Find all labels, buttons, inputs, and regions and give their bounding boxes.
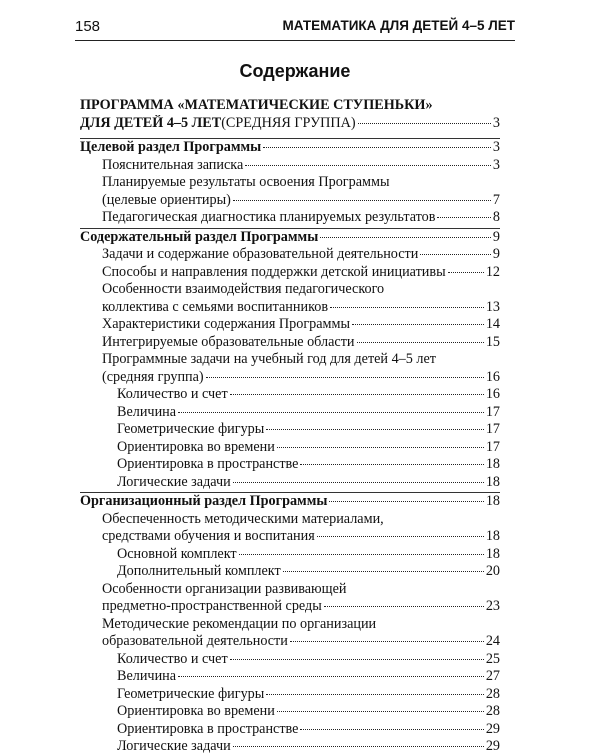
toc-entry-title: Логические задачи: [117, 473, 231, 490]
page-number: 158: [75, 18, 101, 35]
toc-page-number: 18: [485, 545, 500, 562]
toc-entry: [80, 281, 500, 299]
table-of-contents: [80, 97, 500, 756]
dot-leader: [317, 536, 484, 537]
toc-entry-suffix: (СРЕДНЯЯ ГРУППА): [221, 114, 356, 131]
toc-page-number: 3: [492, 139, 500, 155]
toc-entry-title: (целевые ориентиры): [102, 191, 231, 208]
toc-entry: [80, 316, 500, 334]
dot-leader: [263, 147, 491, 148]
toc-page-number: 7: [492, 191, 500, 208]
dot-leader: [300, 729, 483, 730]
toc-entry: [80, 686, 500, 704]
toc-entry: [80, 721, 500, 739]
toc-page-number: 24: [485, 633, 500, 649]
toc-page-number: 13: [485, 298, 500, 315]
toc-entry: [80, 528, 500, 546]
toc-page-number: 16: [485, 386, 500, 402]
toc-entry: [80, 369, 500, 387]
toc-entry-title: Педагогическая диагностика планируемых результатов: [102, 209, 436, 225]
toc-page-number: 28: [485, 685, 500, 702]
running-header: [75, 16, 515, 41]
dot-leader: [230, 394, 484, 395]
toc-program-heading: [80, 97, 500, 115]
toc-entry-title: Геометрические фигуры: [117, 421, 265, 437]
toc-page-number: 15: [485, 333, 500, 350]
dot-leader: [352, 324, 484, 325]
toc-entry: [80, 404, 500, 422]
toc-entry: [80, 456, 500, 474]
toc-entry: [80, 633, 500, 651]
toc-entry-title: ДЛЯ ДЕТЕЙ 4–5 ЛЕТ: [80, 114, 222, 131]
dot-leader: [283, 571, 484, 572]
toc-entry: [80, 386, 500, 404]
dot-leader: [290, 641, 484, 642]
toc-page-number: 23: [485, 598, 500, 614]
dot-leader: [324, 606, 484, 607]
toc-page-number: 17: [485, 421, 500, 437]
toc-page-number: 3: [492, 156, 500, 173]
toc-entry: [80, 174, 500, 192]
toc-entry-title: Особенности организации развивающей: [102, 580, 347, 597]
toc-page-number: 12: [485, 263, 500, 280]
toc-entry: [80, 738, 500, 756]
toc-program-heading: [80, 115, 500, 133]
toc-entry: [80, 421, 500, 439]
toc-entry: [80, 192, 500, 210]
toc-page-number: 14: [485, 316, 500, 332]
toc-entry: [80, 581, 500, 599]
toc-page-number: 3: [492, 114, 500, 131]
toc-entry-title: (средняя группа): [102, 368, 204, 385]
toc-entry-title: образовательной деятельности: [102, 633, 288, 649]
toc-entry-title: Величина: [117, 668, 177, 684]
dot-leader: [239, 554, 484, 555]
toc-entry-title: Ориентировка в пространстве: [117, 456, 299, 472]
dot-leader: [178, 676, 484, 677]
dot-leader: [206, 377, 484, 378]
toc-entry-title: Дополнительный комплект: [117, 563, 281, 579]
toc-entry-title: Интегрируемые образовательные области: [102, 333, 355, 350]
toc-entry: [80, 511, 500, 529]
toc-entry: [80, 264, 500, 282]
toc-entry-title: средствами обучения и воспитания: [102, 528, 315, 544]
toc-entry-title: Ориентировка во времени: [117, 438, 275, 455]
toc-entry-title: Программные задачи на учебный год для детей 4–5 лет: [102, 351, 436, 367]
toc-entry: [80, 598, 500, 616]
toc-entry-title: Целевой раздел Программы: [80, 139, 262, 155]
toc-entry-title: Особенности взаимодействия педагогического: [102, 281, 385, 297]
toc-entry-title: Основной комплект: [117, 545, 237, 562]
toc-entry-title: коллектива с семьями воспитанников: [102, 298, 329, 315]
dot-leader: [277, 711, 484, 712]
toc-page-number: 29: [485, 738, 500, 754]
toc-entry: [80, 439, 500, 457]
dot-leader: [230, 659, 484, 660]
toc-entry-title: Пояснительная записка: [102, 156, 244, 173]
toc-entry-title: Организационный раздел Программы: [80, 493, 328, 509]
toc-entry-title: Обеспеченность методическими материалами,: [102, 510, 384, 527]
toc-page-number: 27: [485, 668, 500, 684]
toc-section-heading: [80, 138, 500, 157]
toc-entry: [80, 563, 500, 581]
dot-leader: [330, 307, 484, 308]
toc-section-heading: [80, 492, 500, 511]
dot-leader: [358, 123, 491, 124]
toc-page-number: 16: [485, 368, 500, 385]
dot-leader: [420, 254, 491, 255]
dot-leader: [448, 272, 484, 273]
toc-entry-title: Логические задачи: [117, 738, 231, 754]
toc-page-number: 20: [485, 563, 500, 579]
toc-entry: [80, 668, 500, 686]
dot-leader: [300, 464, 483, 465]
dot-leader: [357, 342, 484, 343]
toc-page-number: 9: [492, 228, 500, 245]
toc-entry-title: Величина: [117, 403, 177, 420]
toc-entry: [80, 616, 500, 634]
toc-entry-title: Задачи и содержание образовательной деятельности: [102, 246, 419, 262]
toc-page-number: 18: [485, 493, 500, 509]
toc-entry-title: Способы и направления поддержки детской инициативы: [102, 263, 446, 280]
toc-entry: [80, 299, 500, 317]
toc-entry-title: Характеристики содержания Программы: [102, 316, 351, 332]
dot-leader: [233, 200, 491, 201]
dot-leader: [266, 694, 484, 695]
toc-page-number: 17: [485, 403, 500, 420]
toc-entry-title: Геометрические фигуры: [117, 685, 265, 702]
toc-entry-title: Ориентировка во времени: [117, 703, 275, 719]
dot-leader: [277, 447, 484, 448]
toc-entry: [80, 157, 500, 175]
dot-leader: [233, 746, 484, 747]
dot-leader: [233, 482, 484, 483]
toc-entry: [80, 546, 500, 564]
toc-page-number: 29: [485, 720, 500, 737]
toc-entry-title: ПРОГРАММА «МАТЕМАТИЧЕСКИЕ СТУПЕНЬКИ»: [80, 97, 433, 113]
page-title: Содержание: [239, 61, 351, 81]
toc-page-number: 18: [485, 456, 500, 472]
toc-entry: [80, 209, 500, 227]
toc-entry-title: Количество и счет: [117, 650, 228, 667]
toc-page-number: 28: [485, 703, 500, 719]
toc-entry: [80, 651, 500, 669]
toc-entry: [80, 334, 500, 352]
toc-entry-title: Количество и счет: [117, 386, 228, 402]
dot-leader: [266, 429, 484, 430]
toc-entry: [80, 703, 500, 721]
toc-page-number: 18: [485, 473, 500, 490]
toc-entry-title: предметно-пространственной среды: [102, 598, 322, 614]
toc-entry-title: Планируемые результаты освоения Программы: [102, 174, 390, 190]
toc-page-number: 25: [485, 650, 500, 667]
dot-leader: [329, 501, 483, 502]
dot-leader: [437, 217, 490, 218]
dot-leader: [245, 165, 491, 166]
toc-page-number: 8: [492, 209, 500, 225]
toc-page-number: 17: [485, 438, 500, 455]
toc-entry: [80, 351, 500, 369]
toc-entry-title: Методические рекомендации по организации: [102, 615, 377, 632]
toc-page-number: 18: [485, 528, 500, 544]
toc-page-number: 9: [492, 246, 500, 262]
toc-entry: [80, 246, 500, 264]
dot-leader: [320, 237, 491, 238]
dot-leader: [178, 412, 484, 413]
running-title: МАТЕМАТИКА ДЛЯ ДЕТЕЙ 4–5 ЛЕТ: [282, 18, 515, 33]
toc-entry: [80, 474, 500, 492]
toc-entry-title: Ориентировка в пространстве: [117, 720, 299, 737]
toc-entry-title: Содержательный раздел Программы: [80, 228, 319, 245]
toc-section-heading: [80, 228, 500, 247]
